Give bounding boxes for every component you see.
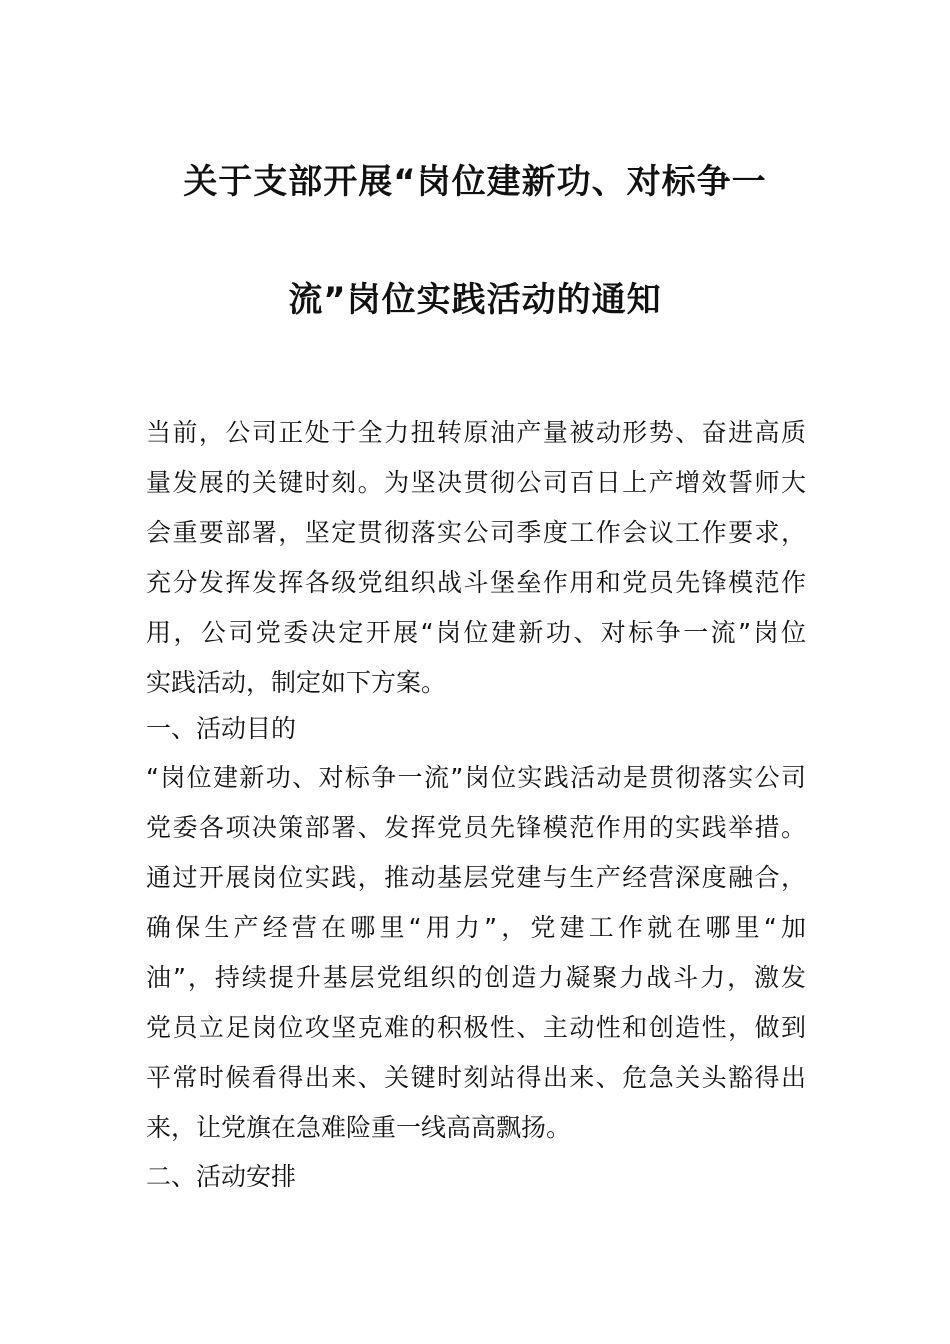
paragraph-line: 油”，持续提升基层党组织的创造力凝聚力战斗力，激发 — [146, 963, 806, 992]
paragraph-line: 党员立足岗位攻坚克难的积极性、主动性和创造性，做到 — [146, 1013, 806, 1042]
paragraph-line: 确保生产经营在哪里“用力”，党建工作就在哪里“加 — [146, 913, 806, 942]
paragraph-line: 平常时候看得出来、关键时刻站得出来、危急关头豁得出 — [146, 1063, 806, 1092]
document-title-line-1: 关于支部开展“岗位建新功、对标争一 — [183, 162, 767, 202]
paragraph-line: 党委各项决策部署、发挥党员先锋模范作用的实践举措。 — [146, 813, 806, 842]
paragraph-line: 通过开展岗位实践，推动基层党建与生产经营深度融合， — [146, 863, 806, 892]
paragraph-line: 量发展的关键时刻。为坚决贯彻公司百日上产增效誓师大 — [146, 468, 806, 497]
paragraph-line: 当前，公司正处于全力扭转原油产量被动形势、奋进高质 — [146, 418, 806, 447]
document-title-line-2: 流”岗位实践活动的通知 — [288, 280, 662, 320]
paragraph-line: 实践活动，制定如下方案。 — [146, 668, 447, 697]
paragraph-line: 会重要部署，坚定贯彻落实公司季度工作会议工作要求， — [146, 518, 806, 547]
section-heading-text: 二、活动安排 — [146, 1162, 297, 1191]
purpose-paragraph — [146, 753, 806, 1153]
section-heading-arrangement — [146, 1152, 806, 1202]
intro-paragraph — [146, 408, 806, 708]
section-heading-purpose — [146, 704, 806, 754]
paragraph-line: “岗位建新功、对标争一流”岗位实践活动是贯彻落实公司 — [146, 763, 806, 792]
paragraph-line: 充分发挥发挥各级党组织战斗堡垒作用和党员先锋模范作 — [146, 568, 806, 597]
paragraph-line: 用，公司党委决定开展“岗位建新功、对标争一流”岗位 — [146, 618, 806, 647]
paragraph-line: 来，让党旗在急难险重一线高高飘扬。 — [146, 1113, 572, 1142]
section-heading-text: 一、活动目的 — [146, 714, 297, 743]
